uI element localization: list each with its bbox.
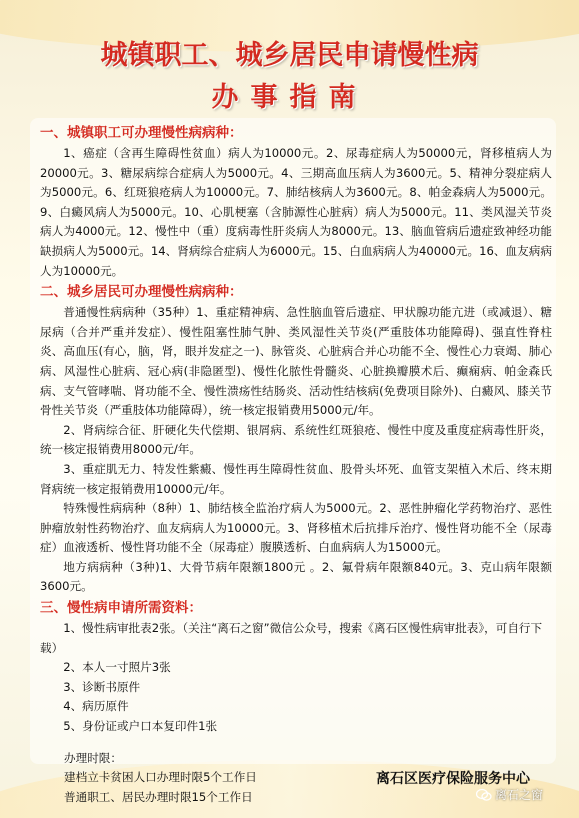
materials-item-2: 2、本人一寸照片3张	[63, 660, 171, 675]
hours-line-1: 建档立卡贫困人口办理时限5个工作日	[64, 770, 257, 785]
materials-item-4: 4、病历原件	[63, 699, 129, 714]
materials-item-3: 3、诊断书原件	[63, 679, 141, 694]
watermark-text: 离石之窗	[495, 788, 544, 802]
materials-item-5: 5、身份证或户口本复印件1张	[63, 719, 218, 734]
section2-paragraph-4: 特殊慢性病病种（8种）1、肺结核全监治疗病人为5000元。2、恶性肿瘤化学药物治疗、恶性肿瘤放射性药物治疗、血友病病人为10000元。3、肾移植术后抗排斥治疗、慢性肾功能不全（尿毒症）血液透析、慢性肾功能不全（尿毒症）腹膜透析、白血病病人为15000元。	[40, 501, 552, 555]
hours-line-2: 普通职工、居民办理时限15个工作日	[64, 789, 253, 804]
hours-label: 办理时限：	[64, 750, 122, 765]
page-subtitle: 办事指南	[211, 82, 368, 113]
section3-heading: 三、慢性病申请所需资料：	[40, 600, 202, 617]
section1-body: 1、癌症（含再生障碍性贫血）病人为10000元。2、尿毒症病人为50000元，肾移植病人为20000元。3、糖尿病综合症病人为5000元。4、三期高血压病人为3600元。5、精神分裂症病人为5000元。6、红斑狼疮病人为10000元。7、肺结核病人为3600元。8、帕金森病人为5000元。9、白癜风病人为5000元。10、心肌梗塞（含肺源性心脏病）病人为5000元。11、类风湿关节炎病人为4000元。12、慢性中（重）度病毒性肝炎病人为8000元。13、脑血管病后遗症致神经功能缺损病人为5000元。14、肾病综合症病人为6000元。15、白血病病人为40000元。16、血友病病人为10000元。	[40, 146, 552, 278]
guide-content	[40, 122, 552, 807]
section2-paragraph-3: 3、重症肌无力、特发性紫癜、慢性再生障碍性贫血、股骨头坏死、血管支架植入术后、终末期肾病统一核定报销费用10000元/年。	[40, 461, 552, 496]
wechat-icon	[476, 788, 492, 802]
spacer	[40, 737, 552, 749]
section2-heading: 二、城乡居民可办理慢性病病种：	[40, 284, 243, 301]
issuing-organization: 离石区医疗保险服务中心	[376, 771, 530, 787]
section2-paragraph-5: 地方病病种（3种)1、大骨节病年限额1800元 。2、氟骨病年限额840元。3、克山病年限额3600元。	[40, 559, 552, 594]
watermark	[476, 786, 543, 803]
page-title: 城镇职工、城乡居民申请慢性病	[100, 40, 479, 71]
section1-heading: 一、城镇职工可办理慢性病病种：	[40, 125, 243, 141]
materials-item-1: 1、慢性病审批表2张。（关注“离石之窗”微信公众号，搜索《离石区慢性病审批表》，可自行下载）	[40, 621, 543, 655]
title-block	[0, 38, 579, 116]
section2-paragraph-2: 2、肾病综合征、肝硬化失代偿期、银屑病、系统性红斑狼疮、慢性中度及重度症病毒性肝炎，统一核定报销费用8000元/年。	[40, 422, 552, 457]
section2-paragraph-1: 普通慢性病病种（35种）1、重症精神病、急性脑血管后遗症、甲状腺功能亢进（或减退）、糖尿病（合并严重并发症）、慢性阻塞性肺气肿、类风湿性关节炎(严重肢体功能障碍)、强直性脊柱炎、高血压(有心，脑，肾，眼并发症之一)、脉管炎、心脏病合并心功能不全、慢性心力衰竭、肺心病、风湿性心脏病、冠心病(非隐匿型)、慢性化脓性骨髓炎、心脏换瓣膜术后、癫痫病、帕金森氏病、支气管哮喘、肾功能不全、慢性溃疡性结肠炎、活动性结核病(免费项目除外)、白癜风、膝关节骨性关节炎（严重肢体功能障碍），统一核定报销费用5000元/年。	[40, 305, 552, 418]
